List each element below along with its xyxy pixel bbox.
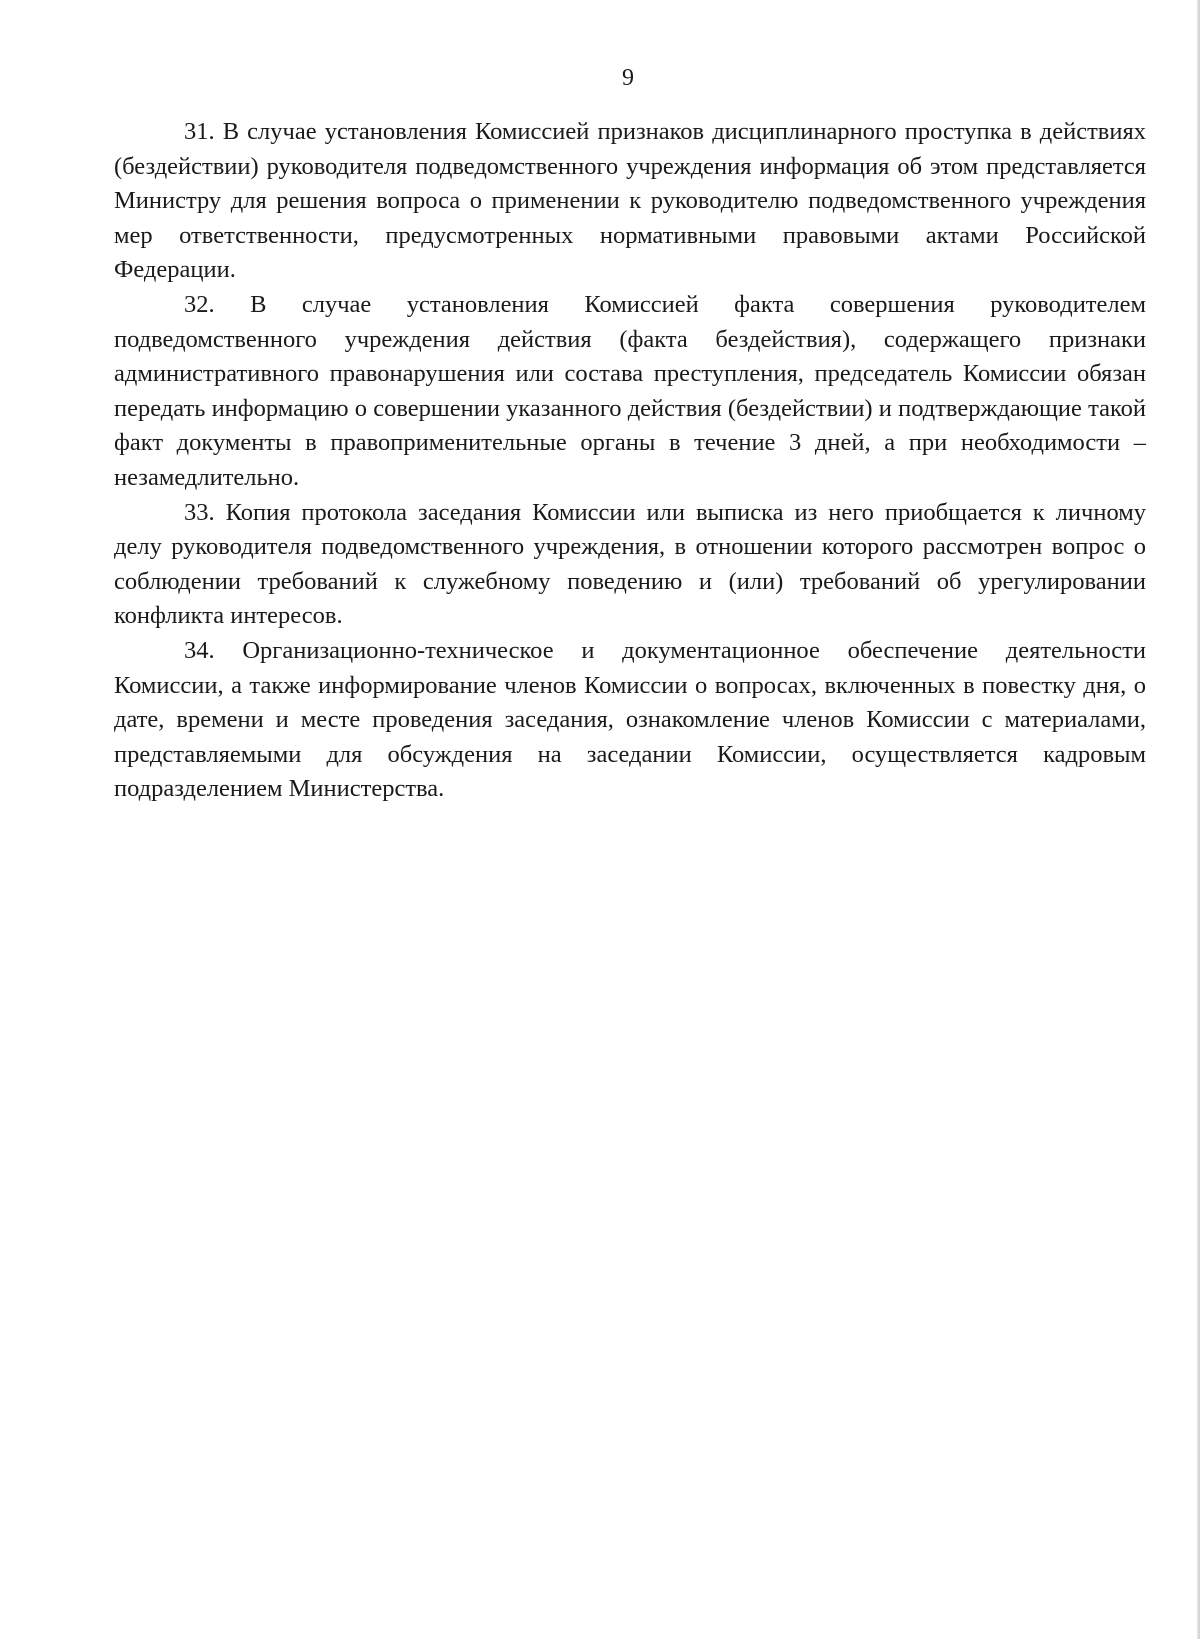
paragraph-34: 34. Организационно-техническое и документационное обеспечение деятельности Комиссии, а также информирование членов Комиссии о вопросах, включенных в повестку дня, о дате, времени и месте проведения заседания, ознакомление членов Комиссии с материалами, представляемыми для обсуждения на заседании Комиссии, осуществляется кадровым подразделением Министерства. <box>114 636 1146 803</box>
document-body <box>114 115 1146 807</box>
paragraph-32: 32. В случае установления Комиссией факта совершения руководителем подведомственного учреждения действия (факта бездействия), содержащего признаки административного правонарушения или состава преступления, председатель Комиссии обязан передать информацию о совершении указанного действия (бездействии) и подтверждающие такой факт документы в правоприменительные органы в течение 3 дней, а при необходимости – незамедлительно. <box>114 290 1146 491</box>
paragraph-31: 31. В случае установления Комиссией признаков дисциплинарного проступка в действиях (бездействии) руководителя подведомственного учреждения информация об этом представляется Министру для решения вопроса о применении к руководителю подведомственного учреждения мер ответственности, предусмотренных нормативными правовыми актами Российской Федерации. <box>114 118 1146 284</box>
paragraph-33: 33. Копия протокола заседания Комиссии или выписка из него приобщается к личному делу руководителя подведомственного учреждения, в отношении которого рассмотрен вопрос о соблюдении требований к служебному поведению и (или) требований об урегулировании конфликта интересов. <box>114 498 1146 630</box>
page-number: 9 <box>622 65 634 91</box>
